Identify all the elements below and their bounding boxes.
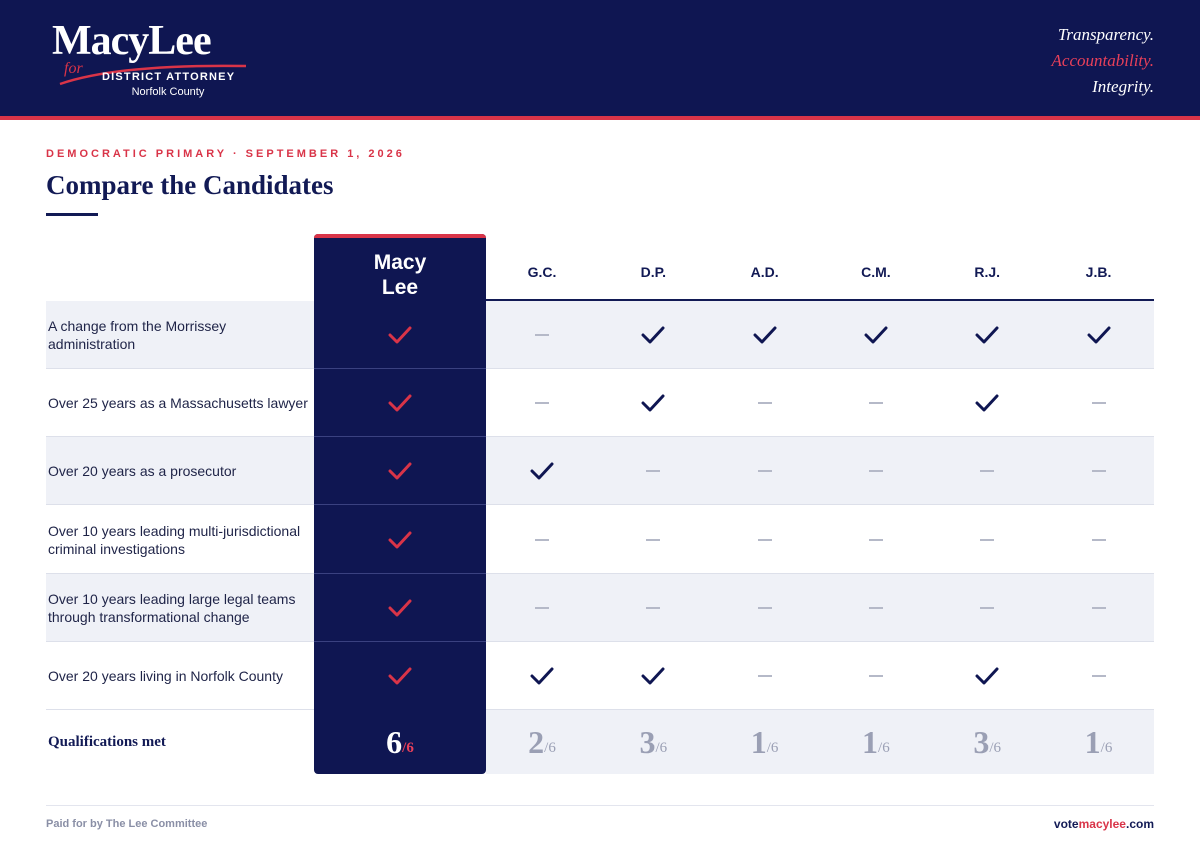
qualification-cell	[709, 369, 821, 437]
featured-candidate-name	[314, 250, 486, 300]
tagline-integrity: Integrity.	[1092, 77, 1154, 96]
score-value: 1	[862, 723, 879, 760]
qualification-cell	[597, 642, 709, 710]
site-suffix: .com	[1125, 817, 1154, 831]
dash-icon	[758, 470, 772, 472]
dash-icon	[758, 402, 772, 404]
featured-qualification-cell	[314, 369, 486, 437]
dash-icon	[535, 607, 549, 609]
qualification-cell	[1043, 642, 1155, 710]
check-icon	[641, 666, 665, 686]
featured-qualification-cell	[314, 642, 486, 710]
qualification-cell	[709, 574, 821, 642]
dash-icon	[1092, 607, 1106, 609]
dash-icon	[535, 402, 549, 404]
featured-last-name: Lee	[381, 276, 419, 299]
qualification-cell	[486, 301, 598, 369]
qualification-label: Over 10 years leading large legal teams through transformational change	[48, 590, 296, 625]
qualification-label: Over 20 years as a prosecutor	[48, 463, 237, 480]
qualification-cell	[931, 301, 1043, 369]
tagline	[1052, 22, 1154, 100]
candidate-score-3	[820, 710, 932, 774]
featured-first-name: Macy	[373, 251, 427, 274]
qualification-cell	[486, 574, 598, 642]
qualification-cell	[486, 369, 598, 437]
score-denominator: /6	[655, 739, 668, 756]
score-value: 2	[528, 723, 545, 760]
qualification-label: Over 10 years leading multi-jurisdictional criminal investigations	[48, 522, 301, 557]
score-denominator: /6	[544, 739, 556, 756]
check-icon	[641, 393, 665, 413]
site-accent: macylee	[1078, 817, 1126, 831]
qualification-cell	[709, 437, 821, 505]
dash-icon	[980, 470, 994, 472]
qualification-row	[46, 437, 1154, 505]
featured-qualification-cell	[314, 437, 486, 505]
candidate-header-1: D.P.	[640, 264, 667, 280]
qualification-row	[46, 369, 1154, 437]
dash-icon	[1092, 539, 1106, 541]
candidate-score-5	[1043, 710, 1155, 774]
score-denominator: /6	[878, 739, 890, 756]
dash-icon	[646, 539, 660, 541]
dash-icon	[646, 607, 660, 609]
dash-icon	[869, 402, 883, 404]
qualification-cell	[1043, 506, 1155, 574]
candidate-score-2	[709, 710, 821, 774]
check-icon	[975, 666, 999, 686]
qualification-label: Over 25 years as a Massachusetts lawyer	[48, 395, 308, 412]
featured-column-topbar	[314, 234, 486, 238]
qualification-row	[46, 574, 1154, 642]
logo-county: Norfolk County	[131, 86, 205, 98]
check-icon	[388, 666, 412, 686]
qualification-cell	[486, 642, 598, 710]
candidate-header-2: A.D.	[750, 264, 779, 280]
qualification-cell	[820, 369, 932, 437]
check-icon	[388, 325, 412, 345]
check-icon	[641, 325, 665, 345]
logo-name: MacyLee	[52, 18, 211, 64]
qualification-label: Over 20 years living in Norfolk County	[48, 668, 283, 684]
candidate-header-3: C.M.	[861, 264, 891, 280]
qualification-cell	[486, 506, 598, 574]
qualification-cell	[486, 437, 598, 505]
featured-qualification-cell	[314, 506, 486, 574]
qualification-cell	[931, 574, 1043, 642]
qualification-label: A change from the Morrissey administration	[48, 318, 227, 352]
dash-icon	[646, 470, 660, 472]
check-icon	[388, 461, 412, 481]
check-icon	[864, 325, 888, 345]
check-icon	[1087, 325, 1111, 345]
dash-icon	[535, 334, 549, 336]
campaign-logo[interactable]	[52, 18, 252, 102]
candidate-score-1	[597, 710, 709, 774]
check-icon	[388, 598, 412, 618]
dash-icon	[1092, 675, 1106, 677]
election-eyebrow: DEMOCRATIC PRIMARY · SEPTEMBER 1, 2026	[46, 148, 405, 160]
page-title: Compare the Candidates	[46, 170, 334, 200]
dash-icon	[758, 539, 772, 541]
tagline-accountability: Accountability.	[1051, 51, 1154, 70]
dash-icon	[869, 675, 883, 677]
site-prefix: vote	[1053, 817, 1079, 831]
qualification-cell	[931, 437, 1043, 505]
score-denominator: /6	[989, 739, 1002, 756]
score-value: 3	[973, 723, 990, 760]
featured-qualification-cell	[314, 574, 486, 642]
qualification-cell	[820, 506, 932, 574]
qualification-row	[46, 506, 1154, 574]
featured-score-value: 6	[386, 723, 403, 760]
check-icon	[975, 325, 999, 345]
qualification-cell	[820, 301, 932, 369]
qualification-cell	[597, 437, 709, 505]
qualification-row	[46, 642, 1154, 710]
dash-icon	[1092, 402, 1106, 404]
candidate-score-4	[931, 710, 1043, 774]
score-value: 3	[639, 723, 656, 760]
qualification-cell	[820, 437, 932, 505]
candidate-header-4: R.J.	[974, 264, 1001, 280]
tagline-transparency: Transparency.	[1057, 25, 1154, 44]
dash-icon	[869, 539, 883, 541]
score-denominator: /6	[766, 739, 779, 756]
qualification-cell	[931, 369, 1043, 437]
qualification-cell	[597, 574, 709, 642]
campaign-website-link[interactable]	[1054, 817, 1154, 831]
qualification-cell	[1043, 437, 1155, 505]
score-value: 1	[1084, 723, 1101, 760]
footer-rule	[46, 805, 1154, 806]
check-icon	[530, 461, 554, 481]
qualification-cell	[931, 506, 1043, 574]
qualification-cell	[709, 301, 821, 369]
check-icon	[388, 393, 412, 413]
dash-icon	[535, 539, 549, 541]
paid-for-disclaimer: Paid for by The Lee Committee	[46, 818, 208, 830]
qualification-cell	[931, 642, 1043, 710]
totals-row	[46, 710, 1154, 774]
dash-icon	[869, 470, 883, 472]
logo-office: DISTRICT ATTORNEY	[102, 71, 236, 83]
dash-icon	[1092, 470, 1106, 472]
featured-score-denominator: /6	[402, 739, 414, 756]
title-underline	[46, 213, 98, 216]
check-icon	[975, 393, 999, 413]
candidate-header-5: J.B.	[1085, 264, 1112, 280]
qualification-cell	[709, 642, 821, 710]
candidate-score-0	[486, 710, 598, 774]
candidate-header-0: G.C.	[527, 264, 557, 280]
dash-icon	[758, 607, 772, 609]
qualification-cell	[820, 642, 932, 710]
qualification-cell	[1043, 301, 1155, 369]
qualification-cell	[597, 506, 709, 574]
score-denominator: /6	[1100, 739, 1113, 756]
check-icon	[388, 530, 412, 550]
dash-icon	[980, 539, 994, 541]
check-icon	[753, 325, 777, 345]
totals-label: Qualifications met	[48, 733, 166, 750]
dash-icon	[758, 675, 772, 677]
dash-icon	[980, 607, 994, 609]
featured-score	[314, 710, 486, 774]
qualification-cell	[597, 369, 709, 437]
qualification-cell	[1043, 369, 1155, 437]
qualification-cell	[709, 506, 821, 574]
score-value: 1	[750, 723, 767, 760]
header-stripe	[0, 116, 1200, 120]
logo-for: for	[64, 60, 83, 77]
featured-qualification-cell	[314, 301, 486, 369]
dash-icon	[869, 607, 883, 609]
header-banner	[0, 0, 1200, 116]
qualification-cell	[1043, 574, 1155, 642]
check-icon	[530, 666, 554, 686]
qualification-cell	[597, 301, 709, 369]
qualification-cell	[820, 574, 932, 642]
qualification-row	[46, 301, 1154, 369]
